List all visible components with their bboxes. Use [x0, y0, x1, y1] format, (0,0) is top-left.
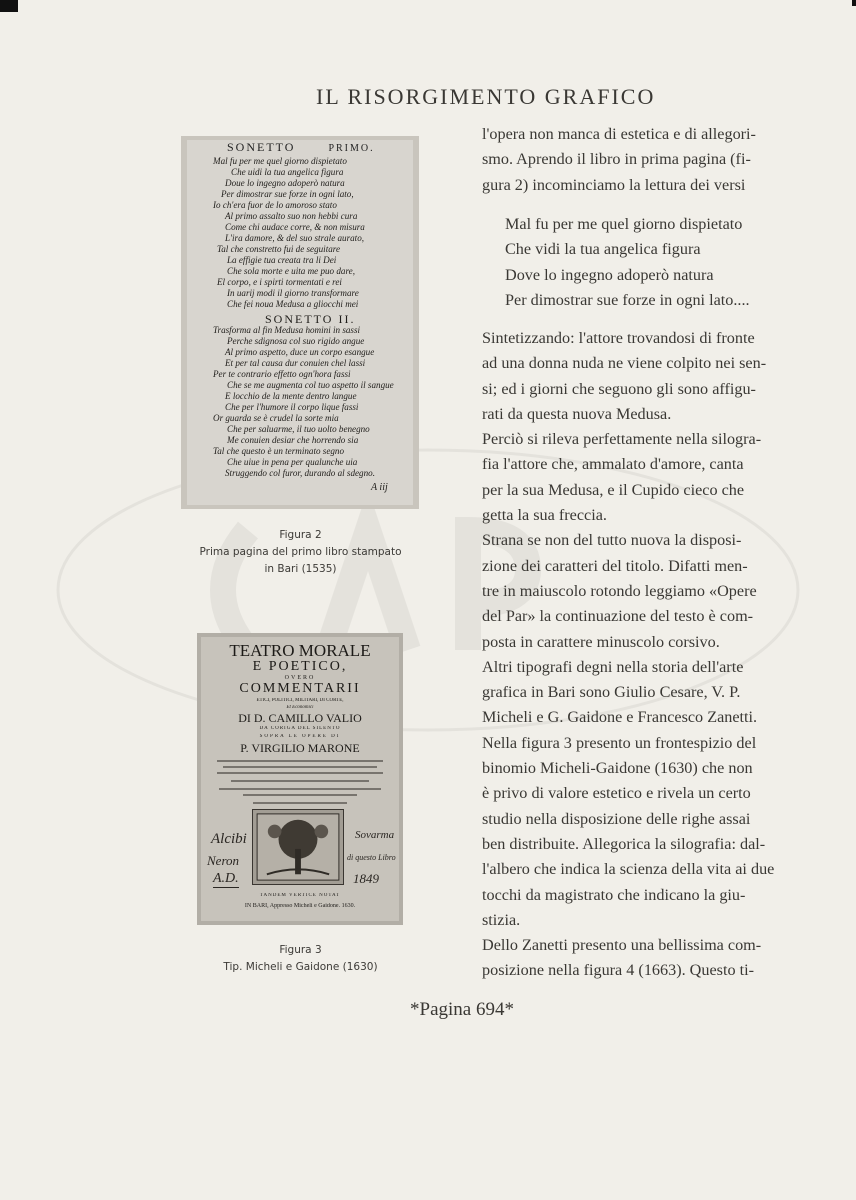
figure-2-verse-line: Per te contrario effetto ogn'hora fassi [213, 369, 351, 379]
text-line: Sintetizzando: l'attore trovandosi di fronte [482, 329, 755, 347]
figure-3-title-3: OVERO [284, 675, 316, 681]
figure-2-verse-line: In uarij modi il giorno transformare [227, 288, 359, 298]
figure-3-title-9: SOPRA LE OPERE DI [259, 734, 341, 739]
verse-line: Dove lo ingegno adoperò natura [505, 265, 714, 284]
figure-2-verse-line: Doue lo ingegno adoperò natura [225, 178, 345, 188]
text-line: posizione nella figura 4 (1663). Questo ti- [482, 961, 754, 980]
text-line: per la sua Medusa, e il Cupido cieco che [482, 480, 745, 499]
text-line: l'albero che indica la scienza della vita ai due [482, 860, 775, 879]
figure-3-caption-text: Tip. Micheli e Gaidone (1630) [223, 961, 378, 973]
handwriting-right-3: 1849 [353, 871, 379, 886]
handwriting-left-2: Neron [207, 853, 240, 868]
figure-2-verse-line: Che se me augmenta col tuo aspetto il sangue [227, 380, 394, 390]
verse-line: Per dimostrar sue forze in ogni lato.... [505, 290, 750, 309]
text-line: Dello Zanetti presento una bellissima com- [482, 936, 762, 955]
figure-3-title-5: ETICI, POLITICI, MILITARI, DI CORTE, [256, 698, 344, 703]
text-line: Altri tipografi degni nella storia dell'arte [482, 657, 744, 676]
text-line: Strana se non del tutto nuova la disposi- [482, 531, 742, 550]
figure-2-verse-line: Al primo aspetto, duce un corpo esangue [225, 347, 375, 357]
paragraph-main [482, 326, 802, 984]
text-line: Micheli e G. Gaidone e Francesco Zanetti. [482, 708, 758, 727]
figure-3-caption [198, 942, 403, 976]
text-line: gura 2) incominciamo la lettura dei versi [482, 175, 746, 194]
running-head: IL RISORGIMENTO GRAFICO [316, 84, 656, 109]
figure-2-heading-title: SONETTO [227, 140, 296, 154]
figure-2-heading [227, 140, 377, 155]
text-line: l'opera non manca di estetica e di allegori- [482, 125, 756, 143]
text-line: zione dei caratteri del titolo. Difatti men- [482, 556, 748, 575]
figure-2-image [181, 136, 419, 509]
figure-3-title-4: COMMENTARII [239, 681, 361, 696]
text-line: fia l'attore che, ammalato d'amore, canta [482, 455, 744, 474]
figure-3-title-8: DA CORIGA DEL SILENTO [259, 726, 341, 731]
text-line: ben distribuite. Allegorica la silografia: dal- [482, 834, 766, 853]
tree-emblem-image [252, 809, 344, 885]
figure-2-caption-text: Prima pagina del primo libro stampato [199, 546, 402, 558]
page-number: *Pagina 694* [410, 999, 514, 1020]
text-line: stizia. [482, 910, 521, 929]
paragraph-intro [482, 122, 802, 198]
handwriting-right-2: di questo Libro [347, 853, 396, 862]
figure-2-caption-label: Figura 2 [279, 529, 322, 541]
figure-2-verse-line: Che per saluarme, il tuo uolto benegno [227, 424, 370, 434]
figure-2-verse-line: Al primo assalto suo non hebbi cura [225, 211, 358, 221]
figure-2-verse-line: Che fei noua Medusa a gliocchi mei [227, 299, 359, 309]
figure-2-verse-line: Et per tal causa dur conuien chel lassi [225, 358, 366, 368]
figure-2-verse-line: Tal che constretto fui de seguitare [217, 244, 341, 254]
text-line: Perciò si rileva perfettamente nella silogra- [482, 430, 762, 449]
figure-3-title-7: DI D. CAMILLO VALIO [238, 711, 362, 725]
text-line: getta la sua freccia. [482, 506, 607, 525]
figure-2-verse-line: E locchio de la mente dentro langue [225, 391, 357, 401]
figure-2-verse-line: Or guarda se è crudel la sorte mia [213, 413, 339, 423]
figure-2-verse-line: Struggendo col furor, durando al sdegno. [225, 468, 375, 478]
verse-quote [505, 212, 805, 313]
figure-2-verse-line: El corpo, e i spirti tormentati e rei [217, 277, 342, 287]
text-line: binomio Micheli-Gaidone (1630) che non [482, 759, 753, 778]
scan-corner-mark [0, 0, 18, 12]
verse-line: Che vidi la tua angelica figura [505, 240, 701, 259]
figure-2-caption-place: in Bari (1535) [264, 563, 337, 575]
text-line: posta in carattere minuscolo corsivo. [482, 632, 720, 651]
figure-3-title-10: P. VIRGILIO MARONE [240, 741, 360, 755]
figure-3-image [197, 633, 403, 925]
text-line: è privo di valore estetico e rivela un certo [482, 784, 751, 803]
text-line: Nella figura 3 presento un frontespizio del [482, 733, 757, 752]
figure-3-title-1: TEATRO MORALE [229, 641, 371, 660]
figure-2-verse-line: La effigie tua creata tra li Dei [227, 255, 337, 265]
text-line: grafica in Bari sono Giulio Cesare, V. P. [482, 683, 741, 702]
figure-3-motto: TANDEM VERTICE NOTAT [259, 893, 341, 898]
figure-2-verse-line: Che per l'humore il corpo lique fassi [225, 402, 359, 412]
text-line: tre in maiuscolo rotondo leggiamo «Opere [482, 581, 757, 600]
figure-3-imprint: IN BARI, Appresso Micheli e Gaidone. 1630. [244, 903, 356, 909]
text-line: ad una donna nuda ne viene colpito nei sen- [482, 354, 767, 373]
figure-2-verse-line: Trasforma al fin Medusa homini in sassi [213, 325, 361, 335]
scan-corner-mark-right [852, 0, 856, 6]
text-line: smo. Aprendo il libro in prima pagina (fi- [482, 150, 751, 169]
text-line: del Par» la continuazione del testo è com- [482, 607, 754, 626]
verse-line: Mal fu per me quel giorno dispietato [505, 215, 743, 233]
handwriting-left-1: Alcibi [211, 831, 247, 847]
handwriting-right-1: Sovarma [355, 829, 395, 841]
figure-2-heading-right: PRIMO. [328, 143, 375, 154]
figure-2-verse-line: Me conuien desiar che horrendo sia [227, 435, 359, 445]
text-line: si; ed i giorni che seguono gli sono affigu- [482, 379, 756, 398]
text-line: studio nella disposizione delle righe assai [482, 809, 751, 828]
figure-2-verse-line: Che uidi la tua angelica figura [231, 167, 344, 177]
figure-3-fine-print [213, 757, 387, 807]
figure-2-verse-line: Che sola morte e uita me puo dare, [227, 266, 355, 276]
figure-2-verse-line: Io ch'era fuor de lo amoroso stato [213, 200, 337, 210]
figure-2-verse-line: L'ira damore, & del suo strale aurato, [225, 233, 365, 243]
figure-2-verse-line: Che uiue in pena per qualunche uia [227, 457, 358, 467]
figure-3-title-2: E POETICO, [252, 659, 348, 674]
figure-2-signature: A iij [371, 482, 388, 493]
figure-3-title-6: Et Economici [286, 705, 314, 710]
figure-2-verse-line: SONETTO II. [265, 312, 356, 326]
text-line: tocchi da magistrato che indicano la giu- [482, 885, 746, 904]
figure-2-verse-line: Perche sdignosa col suo rigido angue [227, 336, 365, 346]
figure-2-verse-line: Tal che questo è un terminato segno [213, 446, 345, 456]
figure-2-verse-line: Per dimostrar sue forze in ogni lato, [221, 189, 354, 199]
figure-2-verse-line: Mal fu per me quel giorno dispietato [213, 156, 347, 166]
text-line: rati da questa nuova Medusa. [482, 404, 672, 423]
figure-3-caption-label: Figura 3 [279, 944, 322, 956]
figure-2-caption [198, 527, 403, 578]
figure-2-verse-line: Come chi audace corre, & non misura [225, 222, 365, 232]
handwriting-left-3: A.D. [213, 871, 239, 886]
